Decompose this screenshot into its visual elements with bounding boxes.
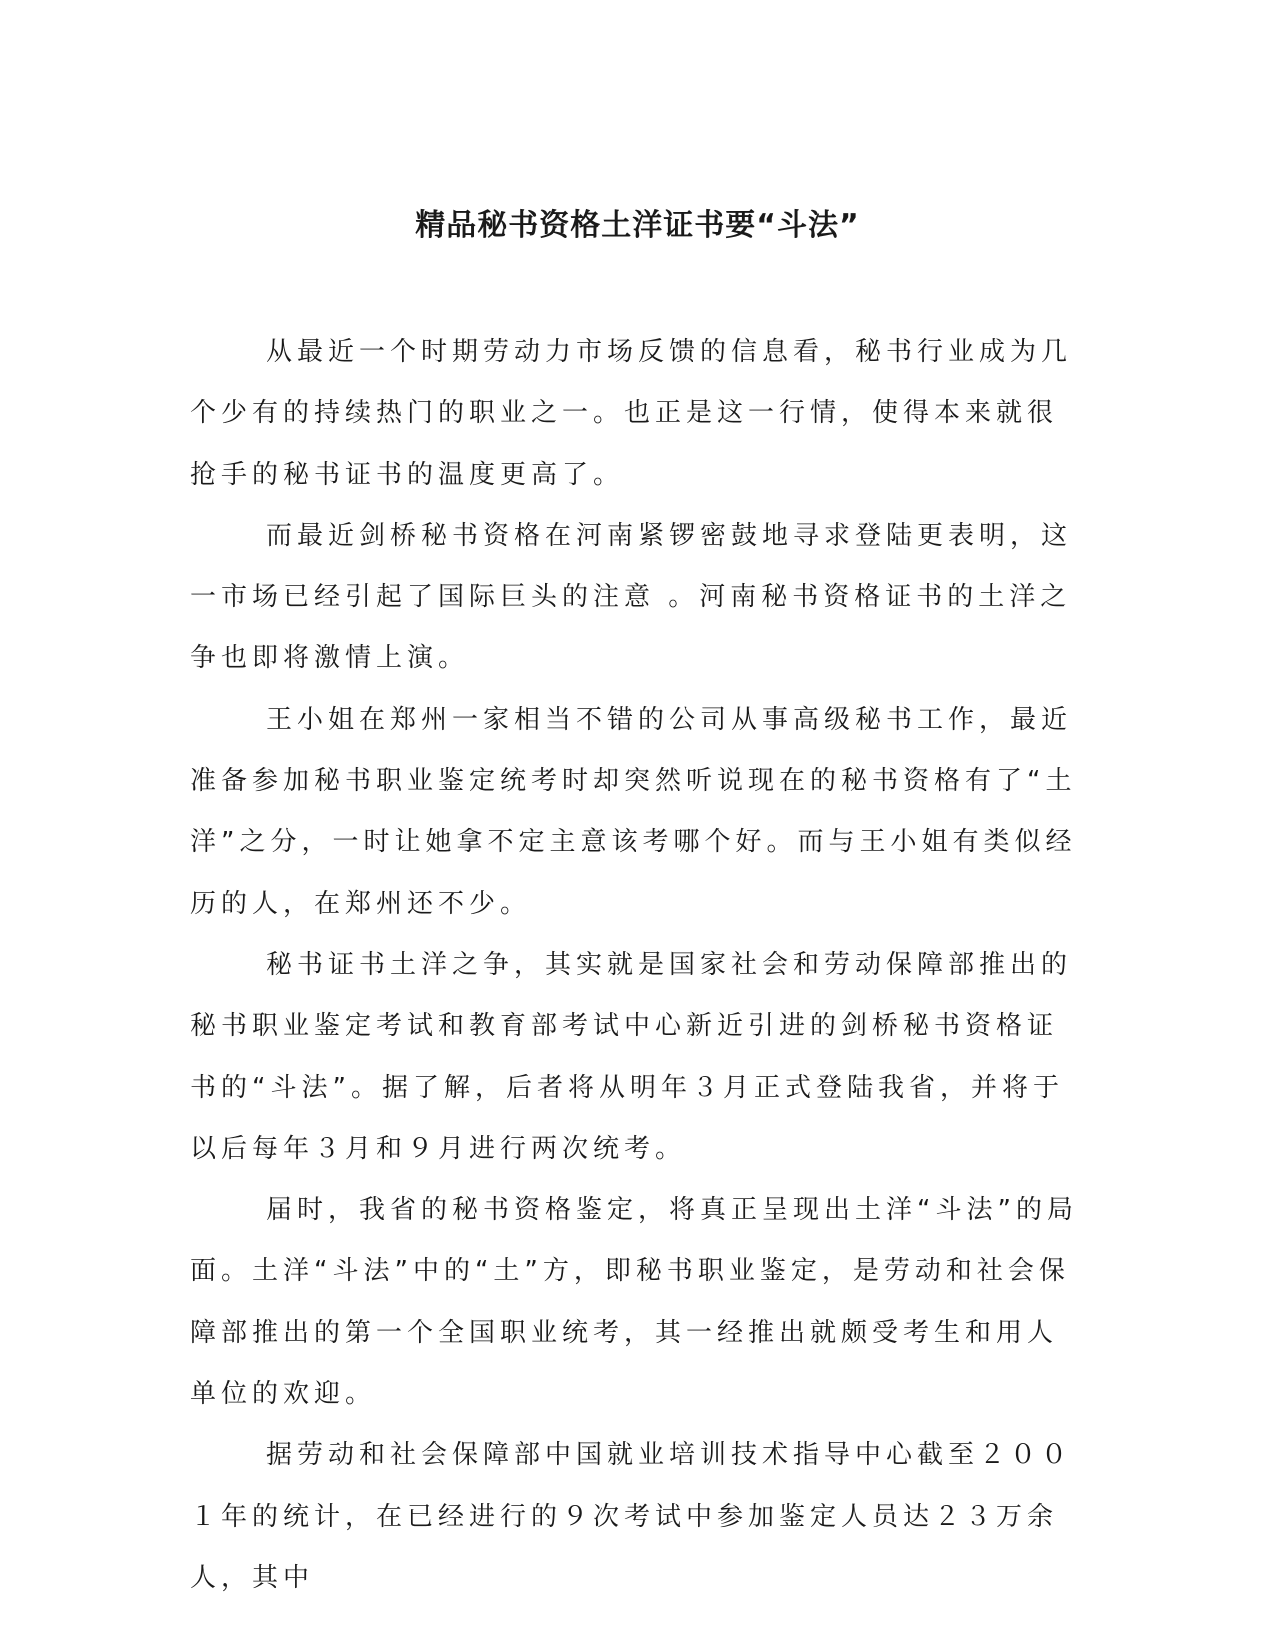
paragraph-6: 据劳动和社会保障部中国就业培训技术指导中心截至２００１年的统计，在已经进行的９次考试中参加鉴定人员达２３万余人，其中 (190, 1440, 1073, 1593)
paragraph-5: 届时，我省的秘书资格鉴定，将真正呈现出土洋“斗法”的局面。土洋“斗法”中的“土”方，即秘书职业鉴定，是劳动和社会保障部推出的第一个全国职业统考，其一经推出就颇受考生和用人单位的欢迎。 (190, 1195, 1078, 1410)
paragraph-1: 从最近一个时期劳动力市场反馈的信息看，秘书行业成为几个少有的持续热门的职业之一。也正是这一行情，使得本来就很抢手的秘书证书的温度更高了。 (190, 337, 1073, 490)
document-body (190, 322, 1082, 1609)
paragraph-2: 而最近剑桥秘书资格在河南紧锣密鼓地寻求登陆更表明，这一市场已经引起了国际巨头的注意 。河南秘书资格证书的土洋之争也即将激情上演。 (190, 520, 1073, 674)
paragraph-4: 秘书证书土洋之争，其实就是国家社会和劳动保障部推出的秘书职业鉴定考试和教育部考试中心新近引进的剑桥秘书资格证书的“斗法”。据了解，后者将从明年３月正式登陆我省，并将于以后每年３月和９月进行两次统考。 (190, 949, 1073, 1164)
document-title: 精品秘书资格土洋证书要“斗法” (415, 208, 860, 243)
paragraph-3: 王小姐在郑州一家相当不错的公司从事高级秘书工作，最近准备参加秘书职业鉴定统考时却突然听说现在的秘书资格有了“土洋”之分，一时让她拿不定主意该考哪个好。而与王小姐有类似经历的人，在郑州还不少。 (190, 704, 1077, 919)
